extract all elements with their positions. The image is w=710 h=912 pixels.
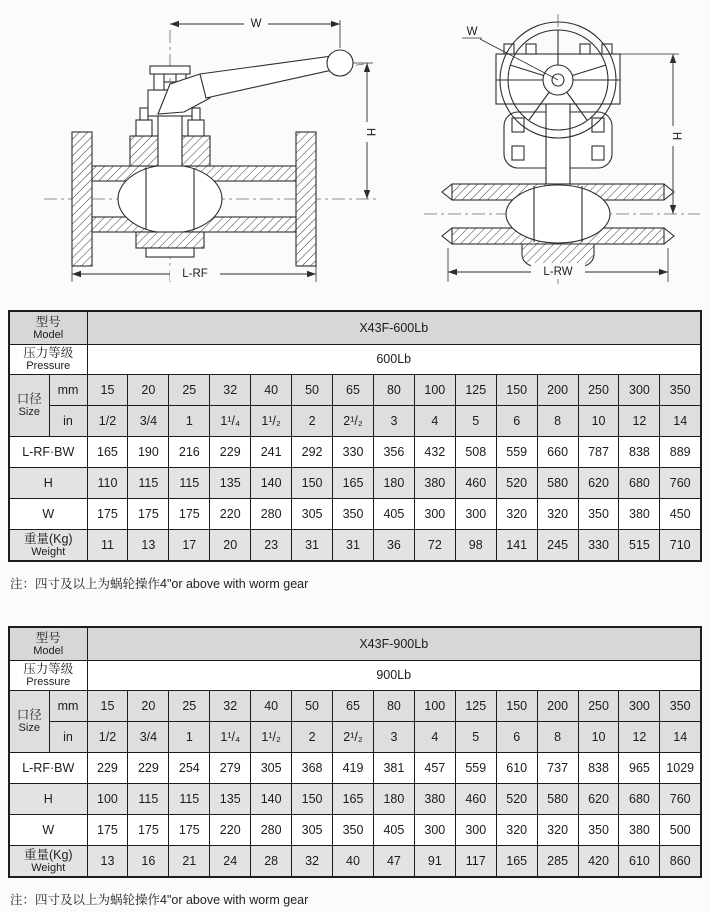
h-value-cell: 140 (251, 467, 292, 498)
size-label-cn: 口径 (16, 708, 42, 722)
lrf-value-cell: 292 (292, 436, 333, 467)
size-in-cell: 1 (169, 405, 210, 436)
lrf-value-cell: 889 (660, 436, 701, 467)
size-in-cell: 8 (537, 405, 578, 436)
valve-drawings-section (0, 0, 710, 302)
stem-cap (150, 66, 190, 74)
size-in-cell: 2 (292, 721, 333, 752)
size-mm-cell: 15 (87, 374, 128, 405)
size-mm-cell: 200 (537, 374, 578, 405)
size-mm-cell: 80 (373, 690, 414, 721)
weight-value-cell: 31 (333, 529, 374, 561)
w-value-cell: 405 (373, 814, 414, 845)
w-value-cell: 175 (87, 814, 128, 845)
w-value-cell: 450 (660, 498, 701, 529)
w-value-cell: 380 (619, 814, 660, 845)
weight-label-en: Weight (31, 861, 66, 874)
plug-ball (506, 185, 610, 243)
lrf-value-cell: 330 (333, 436, 374, 467)
w-value-cell: 320 (537, 814, 578, 845)
table-note-900lb: 注：四寸及以上为蜗轮操作4"or above with worm gear (10, 893, 309, 907)
size-mm-cell: 50 (292, 374, 333, 405)
weight-value-cell: 11 (87, 529, 128, 561)
w-value-cell: 220 (210, 814, 251, 845)
table-note-600lb: 注：四寸及以上为蜗轮操作4"or above with worm gear (10, 577, 309, 591)
size-in-cell: 2¹/₂ (333, 721, 374, 752)
lrf-value-cell: 368 (292, 752, 333, 783)
size-mm-cell: 65 (333, 374, 374, 405)
lrf-value-cell: 1029 (660, 752, 701, 783)
pressure-header-cell (9, 660, 87, 690)
size-in-cell: 14 (660, 721, 701, 752)
h-value-cell: 115 (169, 783, 210, 814)
weight-label-cn: 重量(Kg) (23, 531, 73, 546)
weight-value-cell: 141 (496, 529, 537, 561)
lrf-value-cell: 432 (414, 436, 455, 467)
weight-value-cell: 20 (210, 529, 251, 561)
lrf-value-cell: 356 (373, 436, 414, 467)
plug-ball (118, 165, 222, 233)
lrf-value-cell: 279 (210, 752, 251, 783)
bottom-cap (146, 248, 194, 257)
h-value-cell: 135 (210, 783, 251, 814)
size-mm-cell: 32 (210, 690, 251, 721)
size-in-cell: 4 (414, 721, 455, 752)
h-value-cell: 180 (373, 467, 414, 498)
w-value-cell: 220 (210, 498, 251, 529)
weight-value-cell: 21 (169, 845, 210, 877)
model-header-cell (9, 311, 87, 344)
lrf-value-cell: 381 (373, 752, 414, 783)
h-value-cell: 110 (87, 467, 128, 498)
w-value-cell: 320 (537, 498, 578, 529)
bottom-cover (136, 232, 204, 248)
h-value-cell: 180 (373, 783, 414, 814)
model-label-en: Model (33, 644, 64, 657)
right-flange (296, 132, 316, 266)
lrf-value-cell: 216 (169, 436, 210, 467)
weight-value-cell: 17 (169, 529, 210, 561)
size-mm-cell: 32 (210, 374, 251, 405)
lrf-value-cell: 838 (619, 436, 660, 467)
w-value-cell: 305 (292, 498, 333, 529)
size-in-cell: 2¹/₂ (333, 405, 374, 436)
lrf-value-cell: 305 (251, 752, 292, 783)
h-value-cell: 115 (128, 467, 169, 498)
size-header-cell (9, 690, 49, 752)
model-header-cell (9, 627, 87, 660)
h-value-cell: 165 (333, 467, 374, 498)
weight-value-cell: 420 (578, 845, 619, 877)
w-value-cell: 175 (128, 498, 169, 529)
model-value: X43F-900Lb (87, 627, 701, 660)
h-value-cell: 380 (414, 783, 455, 814)
weight-value-cell: 31 (292, 529, 333, 561)
h-value-cell: 460 (455, 467, 496, 498)
lever-valve-drawing (42, 8, 388, 292)
size-in-cell: 1¹/₄ (210, 405, 251, 436)
size-mm-cell: 50 (292, 690, 333, 721)
model-label-en: Model (33, 328, 64, 341)
weight-label-cn: 重量(Kg) (23, 847, 73, 862)
size-mm-cell: 200 (537, 690, 578, 721)
h-value-cell: 150 (292, 783, 333, 814)
spec-table-900lb (8, 626, 702, 878)
h-value-cell: 150 (292, 467, 333, 498)
weight-value-cell: 47 (373, 845, 414, 877)
weight-label-en: Weight (31, 545, 66, 558)
h-value-cell: 760 (660, 467, 701, 498)
weight-value-cell: 245 (537, 529, 578, 561)
w-value-cell: 280 (251, 814, 292, 845)
h-value-cell: 520 (496, 783, 537, 814)
w-value-cell: 175 (128, 814, 169, 845)
weight-value-cell: 16 (128, 845, 169, 877)
w-row-label: W (9, 814, 87, 845)
weight-row-label (9, 529, 87, 561)
weight-value-cell: 285 (537, 845, 578, 877)
size-mm-cell: 125 (455, 374, 496, 405)
size-in-cell: 3/4 (128, 405, 169, 436)
h-value-cell: 580 (537, 783, 578, 814)
dim-label-w: W (466, 26, 478, 38)
size-mm-cell: 250 (578, 374, 619, 405)
size-label-cn: 口径 (16, 392, 42, 406)
size-in-cell: 1¹/₂ (251, 721, 292, 752)
size-in-cell: 4 (414, 405, 455, 436)
size-mm-cell: 25 (169, 690, 210, 721)
size-mm-cell: 300 (619, 690, 660, 721)
weight-value-cell: 330 (578, 529, 619, 561)
w-value-cell: 320 (496, 498, 537, 529)
h-row-label: H (9, 783, 87, 814)
weight-value-cell: 36 (373, 529, 414, 561)
w-value-cell: 305 (292, 814, 333, 845)
size-in-cell: 3/4 (128, 721, 169, 752)
w-value-cell: 500 (660, 814, 701, 845)
h-value-cell: 115 (128, 783, 169, 814)
stud-left (140, 108, 148, 120)
h-value-cell: 380 (414, 467, 455, 498)
weight-value-cell: 98 (455, 529, 496, 561)
lrf-row-label: L-RF·BW (9, 752, 87, 783)
w-value-cell: 280 (251, 498, 292, 529)
lever-grip-ball (327, 50, 353, 76)
w-value-cell: 300 (414, 814, 455, 845)
lrf-value-cell: 508 (455, 436, 496, 467)
bonnet-right (182, 136, 210, 166)
size-mm-cell: 65 (333, 690, 374, 721)
h-value-cell: 620 (578, 783, 619, 814)
size-mm-cell: 150 (496, 690, 537, 721)
w-value-cell: 175 (169, 498, 210, 529)
lever-handle (200, 56, 332, 98)
size-mm-cell: 125 (455, 690, 496, 721)
h-value-cell: 100 (87, 783, 128, 814)
size-in-cell: 1¹/₂ (251, 405, 292, 436)
h-value-cell: 620 (578, 467, 619, 498)
size-mm-cell: 80 (373, 374, 414, 405)
dim-label-lrw: L-RW (543, 266, 573, 278)
w-value-cell: 350 (333, 498, 374, 529)
size-in-cell: 5 (455, 405, 496, 436)
weight-value-cell: 710 (660, 529, 701, 561)
dim-label-h: H (670, 131, 682, 141)
lrf-value-cell: 241 (251, 436, 292, 467)
unit-in-label: in (49, 721, 87, 752)
size-in-cell: 12 (619, 721, 660, 752)
h-value-cell: 760 (660, 783, 701, 814)
w-value-cell: 300 (414, 498, 455, 529)
size-mm-cell: 40 (251, 374, 292, 405)
size-in-cell: 1¹/₄ (210, 721, 251, 752)
lrf-value-cell: 737 (537, 752, 578, 783)
w-value-cell: 350 (578, 814, 619, 845)
w-value-cell: 350 (578, 498, 619, 529)
model-label-cn: 型号 (35, 630, 61, 645)
size-mm-cell: 350 (660, 374, 701, 405)
lrf-value-cell: 610 (496, 752, 537, 783)
weight-value-cell: 165 (496, 845, 537, 877)
unit-mm-label: mm (49, 374, 87, 405)
lrf-value-cell: 660 (537, 436, 578, 467)
h-value-cell: 680 (619, 467, 660, 498)
weight-value-cell: 860 (660, 845, 701, 877)
size-in-cell: 1 (169, 721, 210, 752)
size-in-cell: 12 (619, 405, 660, 436)
h-value-cell: 460 (455, 783, 496, 814)
w-value-cell: 300 (455, 498, 496, 529)
weight-value-cell: 610 (619, 845, 660, 877)
w-row-label: W (9, 498, 87, 529)
left-flange (72, 132, 92, 266)
size-in-cell: 10 (578, 721, 619, 752)
gearbox-bolt (526, 44, 536, 54)
lrf-value-cell: 457 (414, 752, 455, 783)
size-mm-cell: 350 (660, 690, 701, 721)
size-in-cell: 8 (537, 721, 578, 752)
bottom-cap (522, 244, 594, 266)
lrf-value-cell: 559 (455, 752, 496, 783)
stud-right (192, 108, 200, 120)
weight-row-label (9, 845, 87, 877)
weight-value-cell: 72 (414, 529, 455, 561)
size-mm-cell: 40 (251, 690, 292, 721)
size-in-cell: 3 (373, 721, 414, 752)
lrf-value-cell: 419 (333, 752, 374, 783)
size-label-en: Size (18, 722, 40, 734)
size-in-cell: 3 (373, 405, 414, 436)
stem-bolt-left (154, 72, 164, 90)
weight-value-cell: 40 (333, 845, 374, 877)
dim-label-h: H (364, 127, 376, 137)
weight-value-cell: 23 (251, 529, 292, 561)
lrf-value-cell: 165 (87, 436, 128, 467)
h-value-cell: 580 (537, 467, 578, 498)
size-label-en: Size (18, 406, 40, 418)
size-in-cell: 6 (496, 721, 537, 752)
weld-bevel (664, 184, 674, 200)
size-mm-cell: 300 (619, 374, 660, 405)
w-value-cell: 300 (455, 814, 496, 845)
h-value-cell: 520 (496, 467, 537, 498)
size-header-cell (9, 374, 49, 436)
yoke-bolt (512, 146, 524, 160)
weight-value-cell: 91 (414, 845, 455, 877)
size-mm-cell: 100 (414, 690, 455, 721)
unit-in-label: in (49, 405, 87, 436)
size-in-cell: 6 (496, 405, 537, 436)
dim-label-w: W (250, 18, 262, 30)
size-mm-cell: 20 (128, 690, 169, 721)
h-row-label: H (9, 467, 87, 498)
weight-value-cell: 515 (619, 529, 660, 561)
size-mm-cell: 25 (169, 374, 210, 405)
yoke-bolt (592, 146, 604, 160)
pressure-label-cn: 压力等级 (23, 346, 74, 360)
weld-bevel (664, 228, 674, 244)
weight-value-cell: 24 (210, 845, 251, 877)
lrf-value-cell: 254 (169, 752, 210, 783)
size-in-cell: 14 (660, 405, 701, 436)
lrf-value-cell: 965 (619, 752, 660, 783)
w-value-cell: 350 (333, 814, 374, 845)
w-value-cell: 405 (373, 498, 414, 529)
w-value-cell: 175 (87, 498, 128, 529)
weld-bevel (442, 184, 452, 200)
lrf-value-cell: 559 (496, 436, 537, 467)
h-value-cell: 115 (169, 467, 210, 498)
gland-right (188, 120, 204, 136)
model-value: X43F-600Lb (87, 311, 701, 344)
w-value-cell: 380 (619, 498, 660, 529)
size-in-cell: 2 (292, 405, 333, 436)
pressure-label-en: Pressure (26, 360, 71, 372)
weight-value-cell: 28 (251, 845, 292, 877)
pressure-header-cell (9, 344, 87, 374)
stem (546, 104, 570, 184)
size-mm-cell: 20 (128, 374, 169, 405)
spec-table-600lb (8, 310, 702, 562)
dim-label-lrf: L-RF (182, 268, 208, 280)
size-mm-cell: 250 (578, 690, 619, 721)
lrf-value-cell: 229 (87, 752, 128, 783)
w-value-cell: 320 (496, 814, 537, 845)
lrf-value-cell: 838 (578, 752, 619, 783)
size-mm-cell: 15 (87, 690, 128, 721)
model-label-cn: 型号 (35, 314, 61, 329)
pressure-value: 600Lb (87, 344, 701, 374)
gear-valve-drawing (416, 8, 706, 292)
lrf-value-cell: 229 (128, 752, 169, 783)
bonnet-left (130, 136, 158, 166)
lrf-value-cell: 229 (210, 436, 251, 467)
h-value-cell: 135 (210, 467, 251, 498)
gearbox-bolt (580, 44, 590, 54)
lrf-row-label: L-RF·BW (9, 436, 87, 467)
pressure-label-en: Pressure (26, 676, 71, 688)
weight-value-cell: 117 (455, 845, 496, 877)
pressure-label-cn: 压力等级 (23, 662, 74, 676)
w-value-cell: 175 (169, 814, 210, 845)
lrf-value-cell: 787 (578, 436, 619, 467)
pressure-value: 900Lb (87, 660, 701, 690)
weight-value-cell: 13 (87, 845, 128, 877)
size-mm-cell: 100 (414, 374, 455, 405)
size-mm-cell: 150 (496, 374, 537, 405)
h-value-cell: 680 (619, 783, 660, 814)
weight-value-cell: 13 (128, 529, 169, 561)
weld-bevel (442, 228, 452, 244)
weight-value-cell: 32 (292, 845, 333, 877)
h-value-cell: 165 (333, 783, 374, 814)
size-in-cell: 5 (455, 721, 496, 752)
unit-mm-label: mm (49, 690, 87, 721)
size-in-cell: 1/2 (87, 721, 128, 752)
gland-left (136, 120, 152, 136)
lrf-value-cell: 190 (128, 436, 169, 467)
h-value-cell: 140 (251, 783, 292, 814)
size-in-cell: 10 (578, 405, 619, 436)
size-in-cell: 1/2 (87, 405, 128, 436)
